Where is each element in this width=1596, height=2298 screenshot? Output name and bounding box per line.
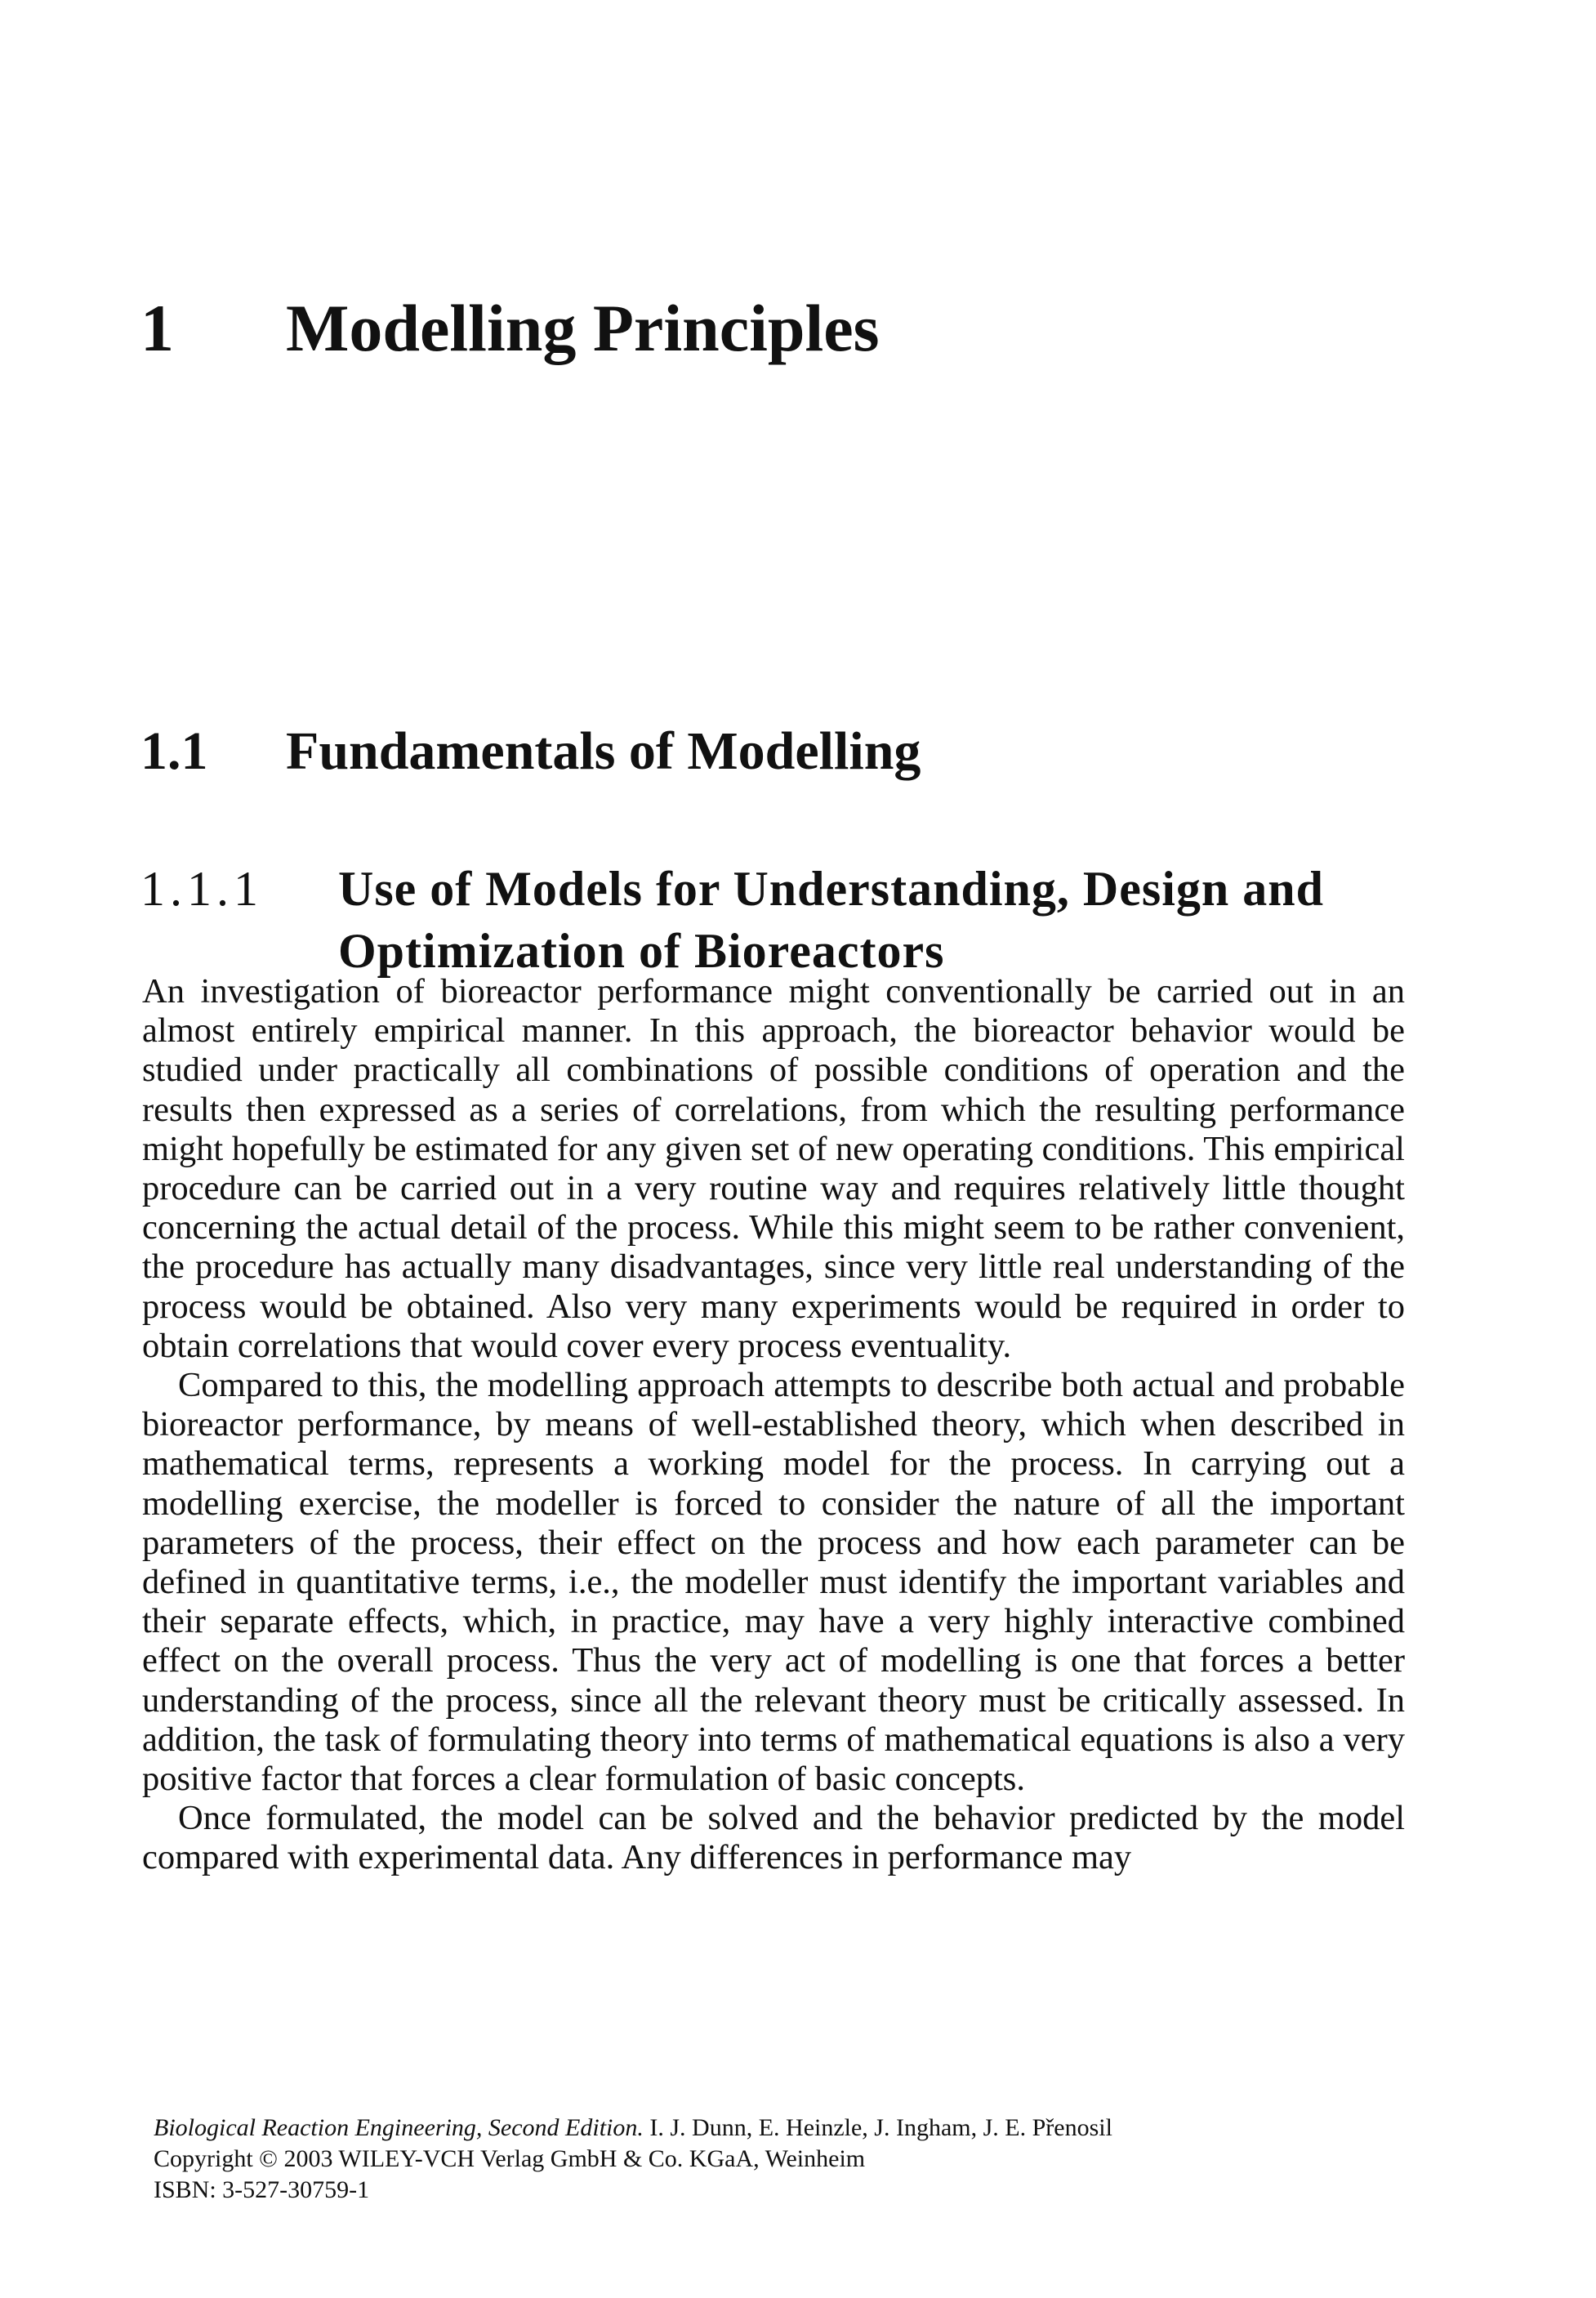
footer-citation	[154, 2113, 1112, 2144]
subsection-heading	[140, 858, 1415, 982]
body-text	[142, 972, 1405, 1878]
page-footer	[154, 2113, 1112, 2206]
footer-authors: I. J. Dunn, E. Heinzle, J. Ingham, J. E. Přenosil	[649, 2114, 1112, 2141]
paragraph-1: An investigation of bioreactor performance might conventionally be carried out in an almost entirely empirical manner. In this approach, the bioreactor behavior would be studied under practically all combinations of possible conditions of operation and the results then expressed as a series of correlations, from which the resulting performance might hopefully be estimated for any given set of new operating conditions. This empirical procedure can be carried out in a very routine way and requires relatively little thought concerning the actual detail of the process. While this might seem to be rather convenient, the procedure has actually many disadvantages, since very little real understanding of the process would be obtained. Also very many experiments would be required in order to obtain correlations that would cover every process eventuality.	[142, 972, 1405, 1365]
paragraph-3: Once formulated, the model can be solved and the behavior predicted by the model compared with experimental data. Any differences in performance may	[142, 1799, 1405, 1877]
section-number: 1.1	[140, 721, 208, 781]
chapter-title: Modelling Principles	[286, 290, 880, 365]
footer-copyright: Copyright © 2003 WILEY-VCH Verlag GmbH & Co. KGaA, Weinheim	[154, 2145, 866, 2172]
subsection-title: Use of Models for Understanding, Design and Optimization of Bioreactors	[338, 862, 1324, 978]
chapter-heading	[140, 290, 880, 365]
section-heading	[140, 721, 921, 781]
chapter-number: 1	[140, 290, 174, 365]
footer-book-title: Biological Reaction Engineering, Second Edition.	[154, 2114, 644, 2141]
subsection-number: 1.1.1	[140, 862, 263, 916]
footer-isbn: ISBN: 3-527-30759-1	[154, 2176, 370, 2203]
paragraph-2: Compared to this, the modelling approach attempts to describe both actual and probable bioreactor performance, by means of well-established theory, which when described in mathematical terms, represents a working model for the process. In carrying out a modelling exercise, the modeller is forced to consider the nature of all the important parameters of the process, their effect on the process and how each parameter can be defined in quantitative terms, i.e., the modeller must identify the important variables and their separate effects, which, in practice, may have a very highly interactive combined effect on the overall process. Thus the very act of modelling is one that forces a better understanding of the process, since all the relevant theory must be critically assessed. In addition, the task of formulating theory into terms of mathematical equations is also a very positive factor that forces a clear formulation of basic concepts.	[142, 1366, 1405, 1799]
section-title: Fundamentals of Modelling	[286, 721, 921, 781]
